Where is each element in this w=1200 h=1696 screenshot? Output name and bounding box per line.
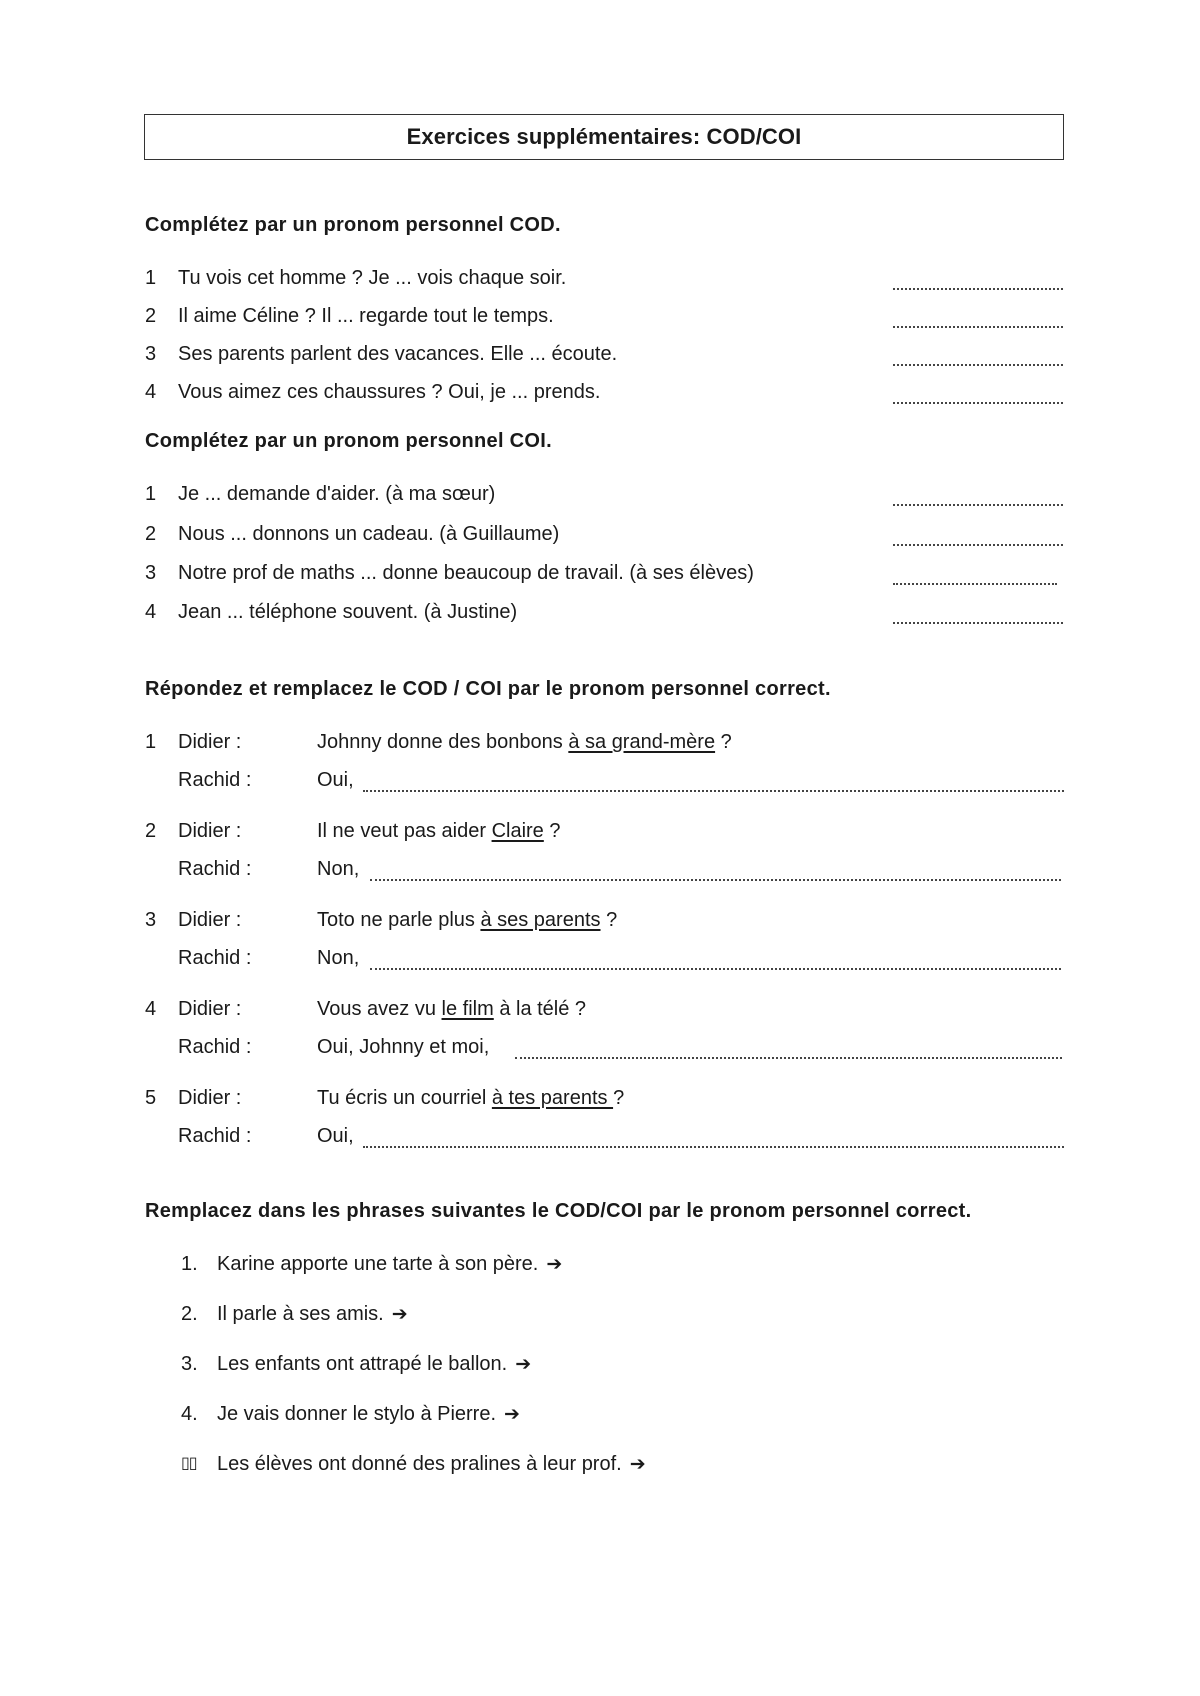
list-marker: 2. (181, 1303, 198, 1325)
item-number: 2 (145, 820, 157, 842)
list-marker: ▯▯ (181, 1455, 197, 1472)
section2-heading: Complétez par un pronom personnel COI. (145, 430, 552, 452)
item-number: 3 (145, 343, 157, 365)
list-marker: 4. (181, 1403, 198, 1425)
coi-exercise-row (145, 480, 1065, 508)
section3-heading: Répondez et remplacez le COD / COI par le pronom personnel correct. (145, 678, 831, 700)
section4-heading: Remplacez dans les phrases suivantes le COD/COI par le pronom personnel correct. (145, 1200, 972, 1222)
list-sentence: Je vais donner le stylo à Pierre. (217, 1403, 497, 1425)
question-text: Il ne veut pas aider Claire ? (317, 820, 561, 842)
answer-blank[interactable] (363, 778, 1064, 792)
coi-exercise-row (145, 598, 1065, 626)
dialogue-question-line (145, 906, 1065, 934)
item-number: 5 (145, 1087, 157, 1109)
underlined-complement: à sa grand-mère (568, 731, 716, 753)
item-sentence: Vous aimez ces chaussures ? Oui, je ... prends. (178, 381, 601, 403)
speaker-didier: Didier : (178, 909, 242, 931)
underlined-complement: à ses parents (480, 909, 601, 931)
arrow-right-icon: ➔ (546, 1254, 563, 1275)
answer-blank[interactable] (363, 1134, 1064, 1148)
dialogue-answer-line (145, 855, 1065, 883)
dialogue-question-line (145, 728, 1065, 756)
dialogue-answer-line (145, 1033, 1065, 1061)
answer-start: Oui, (317, 1125, 354, 1147)
question-text: Vous avez vu le film à la télé ? (317, 998, 587, 1020)
speaker-didier: Didier : (178, 998, 242, 1020)
question-text: Tu écris un courriel à tes parents ? (317, 1087, 625, 1109)
item-number: 4 (145, 381, 157, 403)
item-number: 4 (145, 601, 157, 623)
underlined-complement: à tes parents (491, 1087, 614, 1109)
arrow-right-icon: ➔ (629, 1454, 646, 1475)
answer-blank[interactable] (515, 1045, 1062, 1059)
arrow-right-icon: ➔ (515, 1354, 532, 1375)
speaker-didier: Didier : (178, 1087, 242, 1109)
cod-exercise-row (145, 264, 1065, 292)
coi-exercise-row (145, 559, 1065, 587)
item-number: 1 (145, 483, 157, 505)
answer-blank[interactable] (893, 390, 1063, 404)
list-marker: 1. (181, 1253, 198, 1275)
question-text: Toto ne parle plus à ses parents ? (317, 909, 618, 931)
item-number: 2 (145, 305, 157, 327)
speaker-rachid: Rachid : (178, 769, 252, 791)
item-sentence: Notre prof de maths ... donne beaucoup de travail. (à ses élèves) (178, 562, 754, 584)
coi-exercise-row (145, 520, 1065, 548)
dialogue-question-line (145, 817, 1065, 845)
list-sentence: Les élèves ont donné des pralines à leur prof. (217, 1453, 622, 1475)
section1-heading: Complétez par un pronom personnel COD. (145, 214, 561, 236)
arrow-right-icon: ➔ (391, 1304, 408, 1325)
arrow-right-icon: ➔ (504, 1404, 520, 1425)
item-number: 2 (145, 523, 157, 545)
answer-blank[interactable] (893, 352, 1063, 366)
dialogue-question-line (145, 1084, 1065, 1112)
item-number: 3 (145, 562, 157, 584)
answer-start: Oui, (317, 769, 354, 791)
speaker-rachid: Rachid : (178, 858, 252, 880)
answer-blank[interactable] (893, 314, 1063, 328)
item-number: 1 (145, 267, 157, 289)
list-sentence: Karine apporte une tarte à son père. (217, 1253, 539, 1275)
answer-blank[interactable] (893, 276, 1063, 290)
item-sentence: Je ... demande d'aider. (à ma sœur) (178, 483, 496, 505)
answer-blank[interactable] (893, 610, 1063, 624)
cod-exercise-row (145, 378, 1065, 406)
dialogue-answer-line (145, 944, 1065, 972)
answer-start: Oui, Johnny et moi, (317, 1036, 490, 1058)
item-number: 1 (145, 731, 157, 753)
list-sentence: Les enfants ont attrapé le ballon. (217, 1353, 508, 1375)
answer-blank[interactable] (370, 956, 1061, 970)
cod-exercise-row (145, 340, 1065, 368)
item-sentence: Nous ... donnons un cadeau. (à Guillaume) (178, 523, 560, 545)
cod-exercise-row (145, 302, 1065, 330)
answer-blank[interactable] (893, 492, 1063, 506)
item-number: 3 (145, 909, 157, 931)
speaker-didier: Didier : (178, 731, 242, 753)
dialogue-answer-line (145, 766, 1065, 794)
speaker-rachid: Rachid : (178, 1036, 252, 1058)
speaker-rachid: Rachid : (178, 947, 252, 969)
item-number: 4 (145, 998, 157, 1020)
answer-start: Non, (317, 858, 360, 880)
dialogue-answer-line (145, 1122, 1065, 1150)
page-title: Exercices supplémentaires: COD/COI (144, 114, 1064, 160)
speaker-didier: Didier : (178, 820, 242, 842)
dialogue-question-line (145, 995, 1065, 1023)
question-text: Johnny donne des bonbons à sa grand-mère ? (317, 731, 732, 753)
item-sentence: Tu vois cet homme ? Je ... vois chaque soir. (178, 267, 567, 289)
answer-blank[interactable] (370, 867, 1061, 881)
list-marker: 3. (181, 1353, 198, 1375)
answer-start: Non, (317, 947, 360, 969)
underlined-complement: le film (441, 998, 494, 1020)
item-sentence: Jean ... téléphone souvent. (à Justine) (178, 601, 518, 623)
underlined-complement: Claire (491, 820, 544, 842)
list-sentence: Il parle à ses amis. (217, 1303, 384, 1325)
speaker-rachid: Rachid : (178, 1125, 252, 1147)
answer-blank[interactable] (893, 571, 1057, 585)
item-sentence: Ses parents parlent des vacances. Elle ... écoute. (178, 343, 618, 365)
answer-blank[interactable] (893, 532, 1063, 546)
item-sentence: Il aime Céline ? Il ... regarde tout le temps. (178, 305, 554, 327)
